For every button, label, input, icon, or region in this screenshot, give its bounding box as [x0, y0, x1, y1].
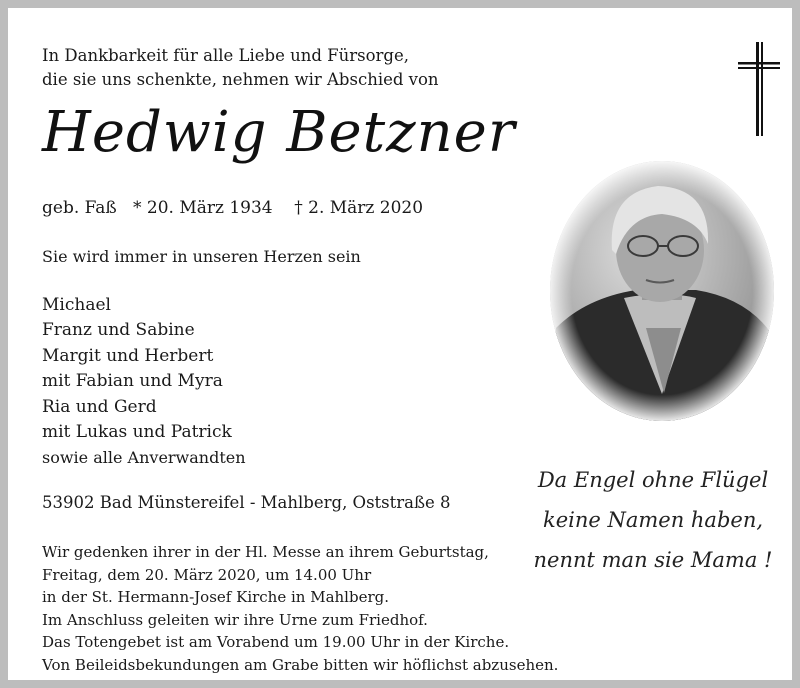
life-dates: geb. Faß * 20. März 1934 † 2. März 2020	[42, 198, 424, 218]
deceased-name: Hedwig Betzner	[42, 100, 516, 165]
mourner-item: mit Fabian und Myra	[42, 371, 223, 392]
poem	[508, 460, 798, 580]
mourner-item: Michael	[42, 295, 111, 315]
mourner-item: Franz und Sabine	[42, 320, 195, 341]
service-line: Wir gedenken ihrer in der Hl. Messe an ihrem Geburtstag,	[42, 543, 489, 561]
portrait-photo	[546, 158, 778, 424]
service-line: Im Anschluss geleiten wir ihre Urne zum Friedhof.	[42, 610, 428, 629]
mourners-note: sowie alle Anverwandten	[42, 448, 246, 468]
cross-icon	[736, 38, 782, 138]
mourners-list	[42, 293, 246, 471]
service-line: Freitag, dem 20. März 2020, um 14.00 Uhr	[42, 565, 372, 584]
intro-line-1: In Dankbarkeit für alle Liebe und Fürsorge,	[42, 46, 410, 65]
service-line: Das Totengebet ist am Vorabend um 19.00 Uhr in der Kirche.	[42, 633, 510, 651]
mourner-item: Ria und Gerd	[42, 396, 157, 417]
poem-line: nennt man sie Mama !	[533, 548, 773, 572]
poem-line: Da Engel ohne Flügel	[537, 468, 769, 492]
motto-text: Sie wird immer in unseren Herzen sein	[42, 247, 361, 266]
address-line: 53902 Bad Münstereifel - Mahlberg, Oststraße 8	[42, 493, 451, 512]
intro-text	[42, 44, 439, 92]
service-line: Von Beileidsbekundungen am Grabe bitten wir höflichst abzusehen.	[42, 655, 559, 674]
mourner-item: Margit und Herbert	[42, 345, 214, 366]
service-info	[42, 541, 558, 676]
service-line: in der St. Hermann-Josef Kirche in Mahlberg.	[42, 588, 389, 606]
mourner-item: mit Lukas und Patrick	[42, 422, 232, 443]
poem-line: keine Namen haben,	[542, 508, 764, 532]
intro-line-2: die sie uns schenkte, nehmen wir Abschied von	[42, 70, 439, 89]
